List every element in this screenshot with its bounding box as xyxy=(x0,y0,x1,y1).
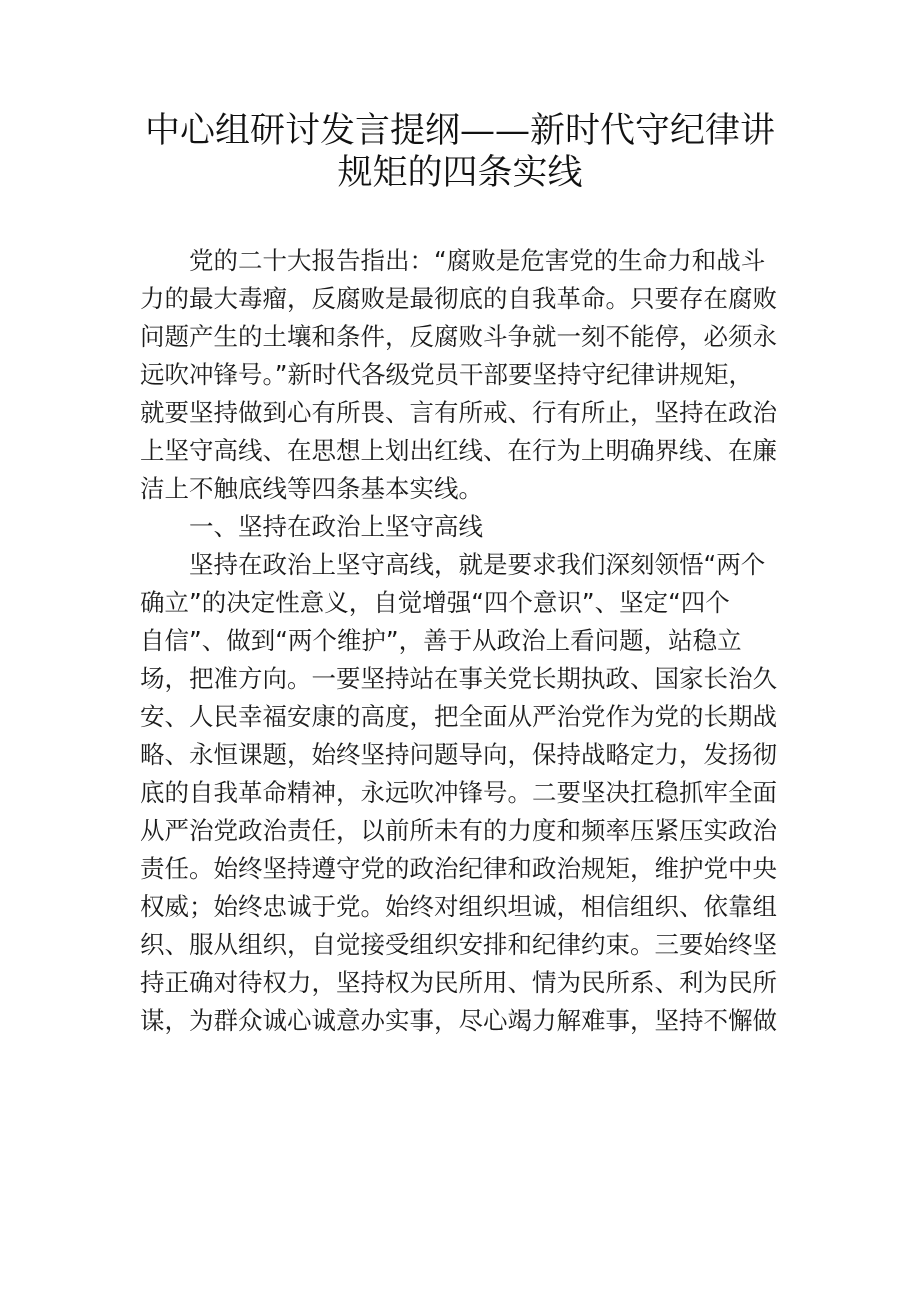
body-line: 略、永恒课题，始终坚持问题导向，保持战略定力，发扬彻 xyxy=(140,740,777,769)
body-line: 问题产生的土壤和条件，反腐败斗争就一刻不能停，必须永 xyxy=(140,322,777,351)
body-line: 谋，为群众诚心诚意办实事，尽心竭力解难事，坚持不懈做 xyxy=(140,1006,777,1035)
body-line: 力的最大毒瘤，反腐败是最彻底的自我革命。只要存在腐败 xyxy=(140,284,777,313)
body-line: 织、服从组织，自觉接受组织安排和纪律约束。三要始终坚 xyxy=(140,930,777,959)
body-line: 安、人民幸福安康的高度，把全面从严治党作为党的长期战 xyxy=(140,702,777,731)
body-line: 责任。始终坚持遵守党的政治纪律和政治规矩，维护党中央 xyxy=(140,854,777,883)
body-line: 坚持在政治上坚守高线，就是要求我们深刻领悟“两个 xyxy=(140,550,766,579)
document-title-line-2: 规矩的四条实线 xyxy=(337,153,583,193)
body-line: 洁上不触底线等四条基本实线。 xyxy=(140,474,483,503)
section-heading: 一、坚持在政治上坚守高线 xyxy=(140,512,483,541)
body-line: 自信”、做到“两个维护”，善于从政治上看问题，站稳立 xyxy=(140,626,742,655)
body-line: 持正确对待权力，坚持权为民所用、情为民所系、利为民所 xyxy=(140,968,777,997)
body-line: 上坚守高线、在思想上划出红线、在行为上明确界线、在廉 xyxy=(140,436,777,465)
body-line: 从严治党政治责任，以前所未有的力度和频率压紧压实政治 xyxy=(140,816,777,845)
body-line: 党的二十大报告指出：“腐败是危害党的生命力和战斗 xyxy=(140,246,766,275)
body-line: 确立”的决定性意义，自觉增强“四个意识”、坚定“四个 xyxy=(140,588,730,617)
body-line: 场，把准方向。一要坚持站在事关党长期执政、国家长治久 xyxy=(140,664,777,693)
body-line: 远吹冲锋号。”新时代各级党员干部要坚持守纪律讲规矩， xyxy=(140,360,753,389)
body-line: 权威；始终忠诚于党。始终对组织坦诚，相信组织、依靠组 xyxy=(140,892,777,921)
document-title-line-1: 中心组研讨发言提纲——新时代守纪律讲 xyxy=(144,111,775,151)
body-line: 底的自我革命精神，永远吹冲锋号。二要坚决扛稳抓牢全面 xyxy=(140,778,777,807)
body-line: 就要坚持做到心有所畏、言有所戒、行有所止，坚持在政治 xyxy=(140,398,777,427)
